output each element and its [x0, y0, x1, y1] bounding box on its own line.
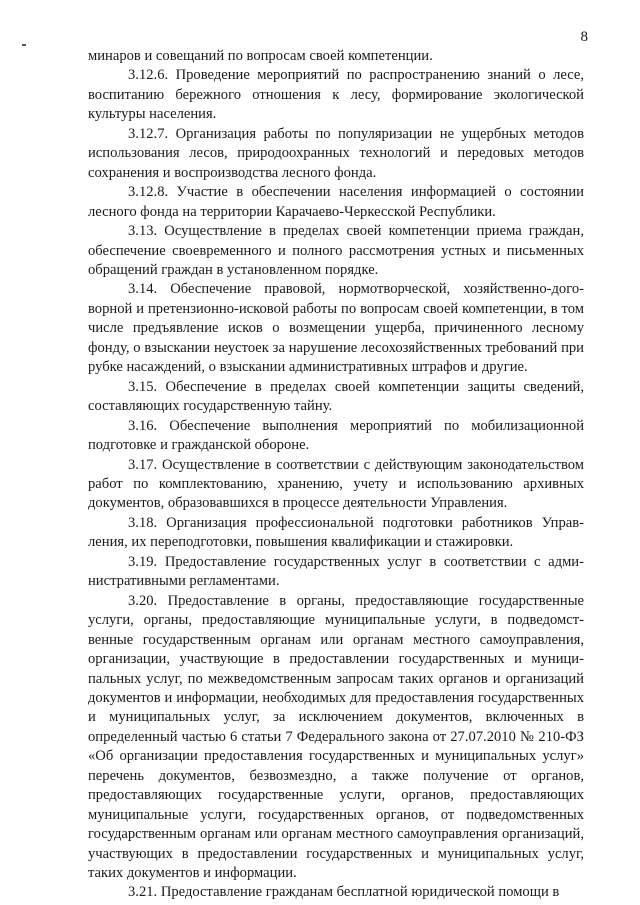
paragraph-3-16: 3.16. Обеспечение выполнения мероприятий по мобилизационной подготовке и гражданской обороне.: [88, 417, 584, 454]
paragraph-3-21: 3.21. Предоставление гражданам бесплатной юридической помощи в: [128, 884, 560, 901]
paragraph-3-12-7: 3.12.7. Организация работы по популяризации не ущербных методов использования лесов, природоохранных технологий и передовых методов сохранения и воспроизводства лесного фонда.: [88, 125, 584, 181]
paragraph-3-19: 3.19. Предоставление государственных услуг в соответствии с административными регламентами.: [88, 553, 584, 590]
scan-artifact: [22, 44, 26, 46]
paragraph-3-20: 3.20. Предоставление в органы, предоставляющие государственные услуги, органы, предоставляющие муниципальные услуги, в подведомственные государственным органам или органам местного самоуправления, организации, участвующие в предоставлении государственных и муниципальных услуг, по межведомственным запросам таких органов и организаций документов и информации, необходимых для предоставления государственных и муниципальных услуг, за исключением документов, включенных в определенный частью 6 статьи 7 Федерального закона от 27.07.2010 № 210-ФЗ «Об организации предоставления государственных и муниципальных услуг» перечень документов, безвозмездно, а также получение от органов, предоставляющих государственные услуги, органов, предоставляющих муниципальные услуги, государственных органов, от подведомственных государственным органам или органам местного самоуправления организаций, участвующих в предоставлении государственных и муниципальных услуг, таких документов и информации.: [88, 592, 584, 882]
paragraph-continuation: минаров и совещаний по вопросам своей компетенции.: [88, 48, 433, 64]
paragraph-3-12-6: 3.12.6. Проведение мероприятий по распространению знаний о лесе, воспитанию бережного отношения к лесу, формирование экологической культуры населения.: [88, 67, 584, 123]
paragraph-3-13: 3.13. Осуществление в пределах своей компетенции приема граждан, обеспечение своевременного и полного рассмотрения устных и письменных обращений граждан в установленном порядке.: [88, 223, 584, 278]
page-number: 8: [580, 29, 588, 45]
paragraph-3-12-8: 3.12.8. Участие в обеспечении населения информацией о состоянии лесного фонда на территории Карачаево-Черкесской Республики.: [88, 184, 584, 220]
body-text: [88, 47, 584, 903]
paragraph-3-14: 3.14. Обеспечение правовой, нормотворческой, хозяйственно-договорной и претензионно-исковой работы по вопросам своей компетенции, в том числе предъявление исков о возмещении ущерба, причиненного лесному фонду, о взыскании неустоек за нарушение лесохозяйственных требований при рубке насаждений, о взыскании административных штрафов и другие.: [88, 281, 584, 376]
paragraph-3-18: 3.18. Организация профессиональной подготовки работников Управления, их переподготовки, повышения квалификации и стажировки.: [88, 514, 584, 551]
paragraph-3-17: 3.17. Осуществление в соответствии с действующим законодательством работ по комплектованию, хранению, учету и использованию архивных документов, образовавшихся в процессе деятельности Управления.: [88, 456, 584, 512]
paragraph-3-15: 3.15. Обеспечение в пределах своей компетенции защиты сведений, составляющих государственную тайну.: [88, 378, 584, 415]
